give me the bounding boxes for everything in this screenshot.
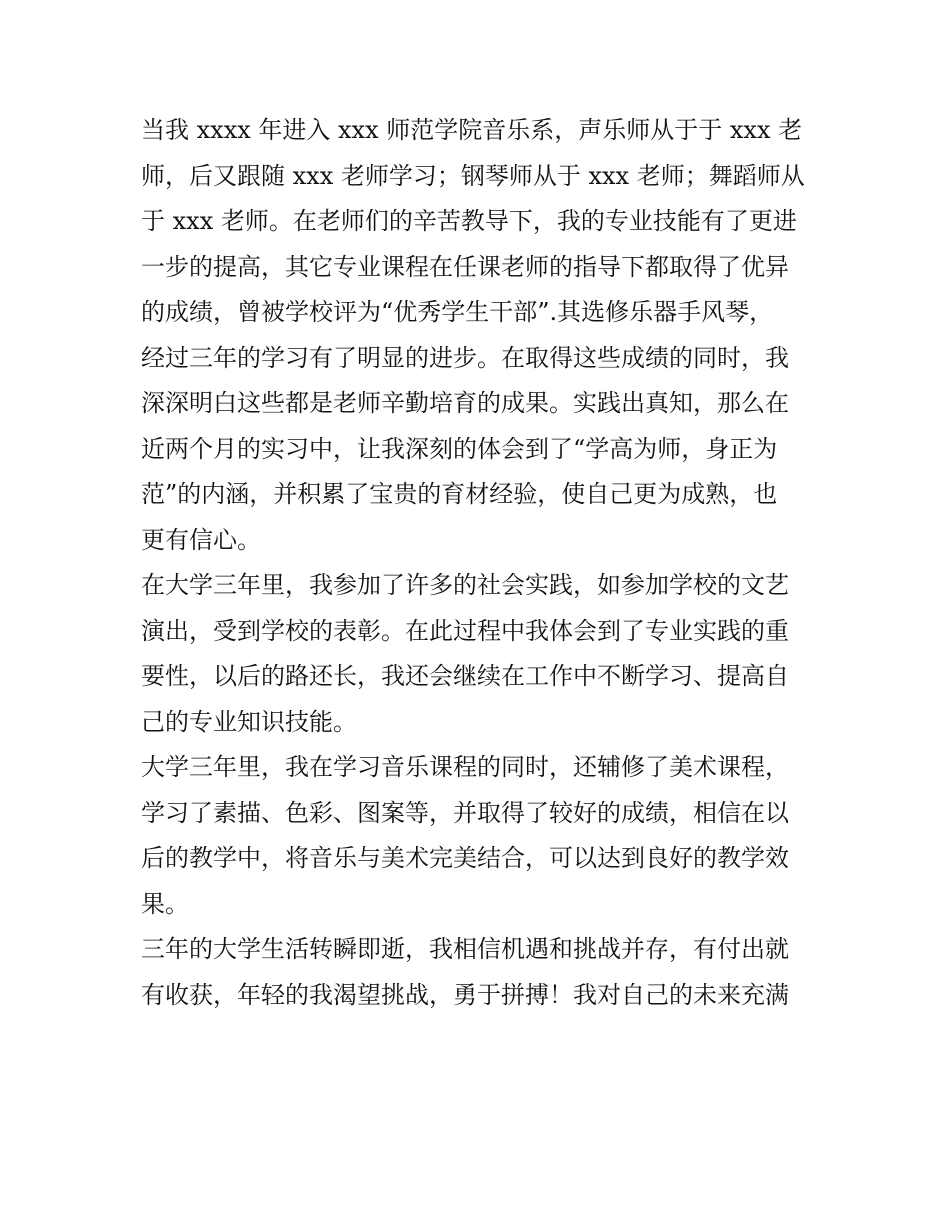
text-line: 后的教学中，将音乐与美术完美结合，可以达到良好的教学效 [141,844,789,872]
text-line: 己的专业知识技能。 [141,707,357,736]
text-line: 于 xxx 老师。在老师们的辛苦教导下，我的专业技能有了更进 [141,207,797,235]
text-line: 师，后又跟随 xxx 老师学习；钢琴师从于 xxx 老师；舞蹈师从 [141,161,805,190]
text-line: 的成绩，曾被学校评为“优秀学生干部”.其选修乐器手风琴， [141,298,774,326]
text-line: 果。 [141,889,189,918]
text-line: 演出，受到学校的表彰。在此过程中我体会到了专业实践的重 [141,616,789,645]
text-line: 在大学三年里，我参加了许多的社会实践，如参加学校的文艺 [141,571,789,599]
text-line: 经过三年的学习有了明显的进步。在取得这些成绩的同时，我 [141,343,789,372]
text-line: 当我 xxxx 年进入 xxx 师范学院音乐系，声乐师从于于 xxx 老 [141,116,803,144]
text-line: 有收获，年轻的我渴望挑战，勇于拼搏！我对自己的未来充满 [141,980,789,1009]
text-line: 近两个月的实习中，让我深刻的体会到了“学高为师，身正为 [141,434,778,463]
text-line: 一步的提高，其它专业课程在任课老师的指导下都取得了优异 [141,252,789,281]
text-line: 深深明白这些都是老师辛勤培育的成果。实践出真知，那么在 [141,389,789,417]
text-line: 大学三年里，我在学习音乐课程的同时，还辅修了美术课程， [141,753,789,781]
text-line: 要性，以后的路还长，我还会继续在工作中不断学习、提高自 [141,662,789,690]
text-line: 更有信心。 [141,525,261,554]
text-line: 范”的内涵，并积累了宝贵的育材经验，使自己更为成熟，也 [141,480,778,508]
text-line: 学习了素描、色彩、图案等，并取得了较好的成绩，相信在以 [141,798,789,827]
body-text [141,108,821,1018]
text-line: 三年的大学生活转瞬即逝，我相信机遇和挑战并存，有付出就 [141,935,789,963]
